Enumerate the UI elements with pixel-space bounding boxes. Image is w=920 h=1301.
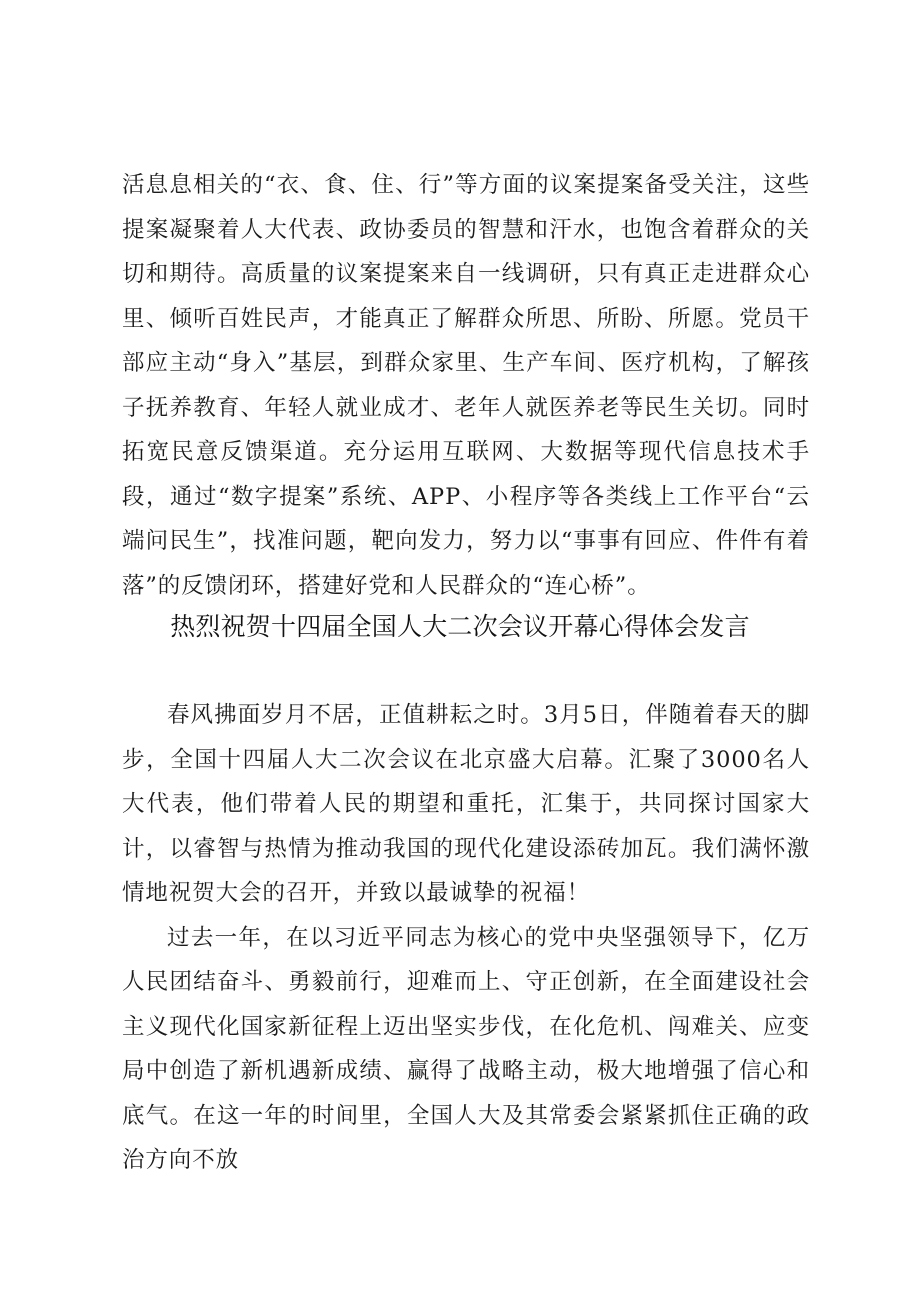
- article-title: 热烈祝贺十四届全国人大二次会议开幕心得体会发言: [170, 612, 750, 641]
- continuation-text: [122, 163, 810, 608]
- continuation-paragraph: 活息息相关的“衣、食、住、行”等方面的议案提案备受关注，这些提案凝聚着人大代表、政协委员的智慧和汗水，也饱含着群众的关切和期待。高质量的议案提案来自一线调研，只有真正走进群众心里、倾听百姓民声，才能真正了解群众所思、所盼、所愿。党员干部应主动“身入”基层，到群众家里、生产车间、医疗机构，了解孩子抚养教育、年轻人就业成才、老年人就医养老等民生关切。同时拓宽民意反馈渠道。充分运用互联网、大数据等现代信息技术手段，通过“数字提案”系统、APP、小程序等各类线上工作平台“云端问民生”，找准问题，靶向发力，努力以“事事有回应、件件有着落”的反馈闭环，搭建好党和人民群众的“连心桥”。: [122, 172, 810, 599]
- body-paragraph-1: 春风拂面岁月不居，正值耕耘之时。3月5日，伴随着春天的脚步，全国十四届人大二次会议在北京盛大启幕。汇聚了3000名人大代表，他们带着人民的期望和重托，汇集于，共同探讨国家大计，以睿智与热情为推动我国的现代化建设添砖加瓦。我们满怀激情地祝贺大会的召开，并致以最诚挚的祝福！: [122, 702, 810, 906]
- body-paragraph-2: 过去一年，在以习近平同志为核心的党中央坚强领导下，亿万人民团结奋斗、勇毅前行，迎难而上、守正创新，在全面建设社会主义现代化国家新征程上迈出坚实步伐，在化危机、闯难关、应变局中创造了新机遇新成绩、赢得了战略主动，极大地增强了信心和底气。在这一年的时间里，全国人大及其常委会紧紧抓住正确的政治方向不放: [122, 924, 810, 1173]
- article-body: [122, 693, 810, 1183]
